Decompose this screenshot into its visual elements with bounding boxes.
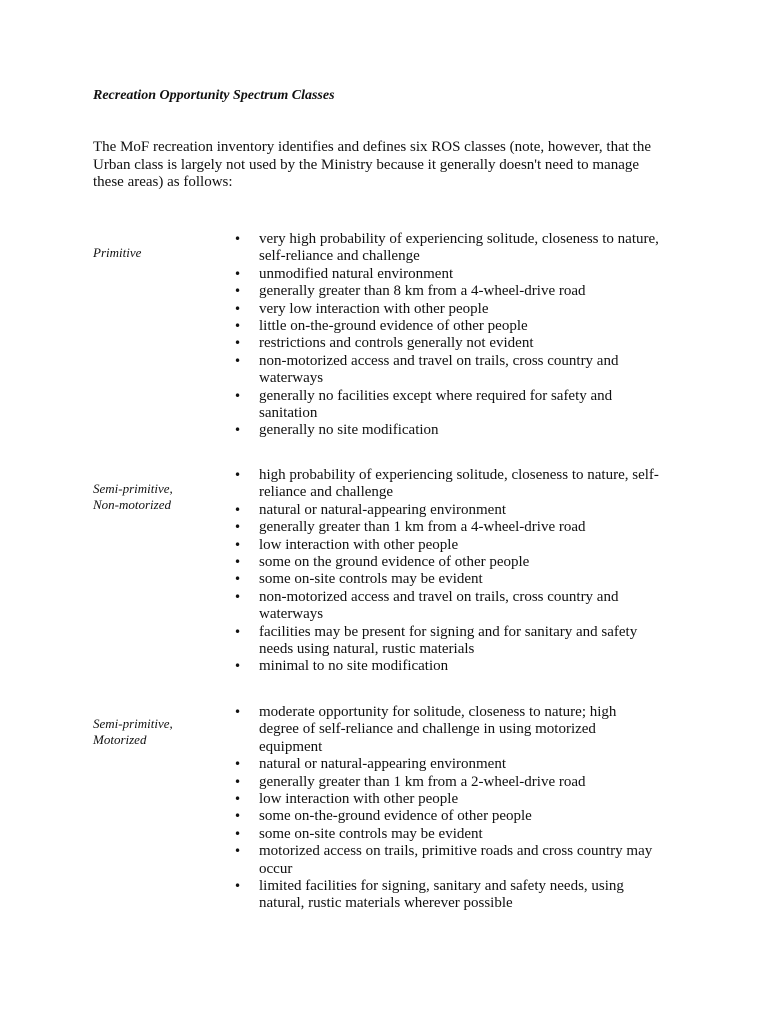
class-label-primitive: Primitive bbox=[93, 245, 142, 260]
list-item: • natural or natural-appearing environment bbox=[259, 756, 659, 773]
list-item: • limited facilities for signing, sanitary and safety needs, using natural, rustic materials wherever possible bbox=[259, 878, 659, 913]
list-item: • high probability of experiencing solitude, closeness to nature, self-reliance and challenge bbox=[259, 467, 659, 502]
list-item: • generally greater than 8 km from a 4-wheel-drive road bbox=[259, 283, 659, 300]
bullet-list-primitive bbox=[259, 231, 659, 440]
list-item: • unmodified natural environment bbox=[259, 266, 659, 283]
class-label-semi-primitive-motorized: Semi-primitive, Motorized bbox=[93, 716, 173, 747]
list-item: • some on-site controls may be evident bbox=[259, 826, 659, 843]
list-item: • restrictions and controls generally not evident bbox=[259, 335, 659, 352]
list-item: • natural or natural-appearing environment bbox=[259, 502, 659, 519]
page-heading: Recreation Opportunity Spectrum Classes bbox=[93, 88, 335, 103]
list-item: • very low interaction with other people bbox=[259, 301, 659, 318]
list-item: • motorized access on trails, primitive roads and cross country may occur bbox=[259, 843, 659, 878]
bullet-list-semi-primitive-motorized bbox=[259, 704, 659, 913]
list-item: • minimal to no site modification bbox=[259, 658, 659, 675]
list-item: • some on-the-ground evidence of other people bbox=[259, 808, 659, 825]
list-item: • low interaction with other people bbox=[259, 537, 659, 554]
list-item: • very high probability of experiencing solitude, closeness to nature, self-reliance and challenge bbox=[259, 231, 659, 266]
list-item: • generally greater than 1 km from a 4-wheel-drive road bbox=[259, 519, 659, 536]
list-item: • non-motorized access and travel on trails, cross country and waterways bbox=[259, 353, 659, 388]
class-label-semi-primitive-non-motorized: Semi-primitive, Non-motorized bbox=[93, 481, 173, 512]
intro-paragraph: The MoF recreation inventory identifies and defines six ROS classes (note, however, that the Urban class is largely not used by the Ministry because it generally doesn't need to manage these areas) as follows: bbox=[93, 139, 652, 191]
list-item: • generally no facilities except where required for safety and sanitation bbox=[259, 388, 659, 423]
list-item: • facilities may be present for signing and for sanitary and safety needs using natural, rustic materials bbox=[259, 624, 659, 659]
list-item: • moderate opportunity for solitude, closeness to nature; high degree of self-reliance and challenge in using motorized equipment bbox=[259, 704, 659, 756]
list-item: • some on the ground evidence of other people bbox=[259, 554, 659, 571]
list-item: • some on-site controls may be evident bbox=[259, 571, 659, 588]
list-item: • little on-the-ground evidence of other people bbox=[259, 318, 659, 335]
list-item: • non-motorized access and travel on trails, cross country and waterways bbox=[259, 589, 659, 624]
bullet-list-semi-primitive-non-motorized bbox=[259, 467, 659, 676]
list-item: • generally greater than 1 km from a 2-wheel-drive road bbox=[259, 774, 659, 791]
list-item: • generally no site modification bbox=[259, 422, 659, 439]
list-item: • low interaction with other people bbox=[259, 791, 659, 808]
